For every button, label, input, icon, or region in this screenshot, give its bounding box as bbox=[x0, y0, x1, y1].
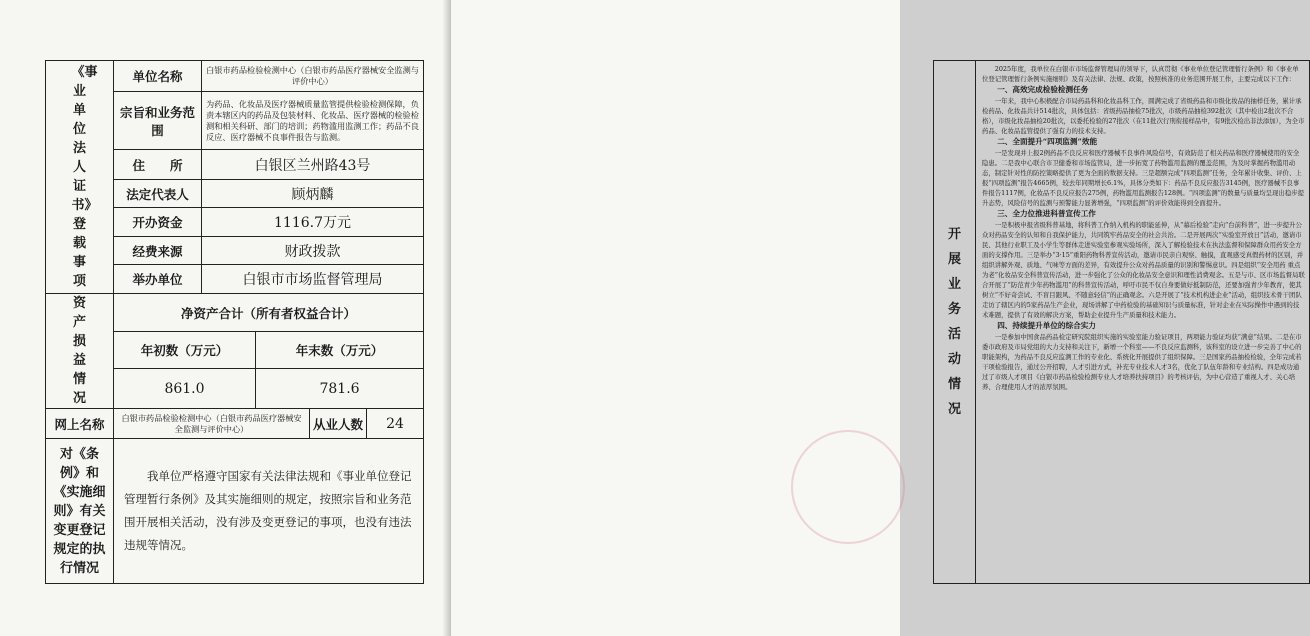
purpose-scope-label: 宗旨和业务范围 bbox=[114, 92, 202, 150]
funding-source-label: 经费来源 bbox=[114, 237, 202, 265]
address-value: 白银区兰州路43号 bbox=[202, 150, 424, 180]
compliance-statement: 我单位严格遵守国家有关法律法规和《事业单位登记管理暂行条例》及其实施细则的规定，按照宗旨和业务范围开展相关活动，没有涉及变更登记的事项，也没有违法违规等情况。 bbox=[114, 439, 424, 584]
purpose-scope-value: 为药品、化妆品及医疗器械质量监管提供检验检测保障，负责本辖区内的药品及包装材料、化妆品、医疗器械的检验检测和相关科研、部门的培训；药物滥用监测工作；药品不良反应、医疗器械不良事件报告与监测。 bbox=[202, 92, 424, 150]
activities-content bbox=[976, 61, 1310, 584]
registered-capital-value: 1116.7万元 bbox=[202, 208, 424, 237]
activities-intro: 2025年度，我单位在白银市市场监督管理局的领导下，认真贯彻《事业单位登记管理暂行条例》和《事业单位登记管理暂行条例实施细则》及有关法律、法规、政策，按照核准的业务范围开展工作，主要完成以下工作： bbox=[982, 65, 1299, 83]
compliance-section-label: 对《条例》和《实施细则》有关变更登记规定的执行情况 bbox=[46, 439, 114, 584]
staff-count-label: 从业人数 bbox=[310, 409, 367, 439]
net-assets-header: 净资产合计（所有者权益合计） bbox=[114, 294, 424, 332]
year-start-value: 861.0 bbox=[114, 369, 256, 409]
address-label: 住 所 bbox=[114, 150, 202, 180]
section-heading: 三、全力位推进科普宣传工作 bbox=[997, 209, 1096, 218]
registered-capital-label: 开办资金 bbox=[114, 208, 202, 237]
left-page bbox=[0, 0, 449, 636]
website-label: 网上名称 bbox=[46, 409, 114, 439]
registration-table bbox=[45, 60, 424, 584]
unit-name-label: 单位名称 bbox=[114, 61, 202, 92]
right-page bbox=[451, 0, 1305, 636]
year-end-value: 781.6 bbox=[256, 369, 424, 409]
staff-count-value: 24 bbox=[367, 409, 424, 439]
legal-representative-label: 法定代表人 bbox=[114, 180, 202, 208]
official-seal bbox=[791, 430, 905, 544]
section-text: 一是参加中国食品药品检定研究院组织实施的实验室能力验证项目，两项能力验证均获“满意”结果。二是在市委市政府及市局党组的大力支持和关注下，新增一个科室——不良反应监测科，该科室的设立进一步完善了中心的职能架构，为药品不良反应监测工作的专业化、系统化开展提供了组织保障。三是国家药品抽检检验，全年完成若干项检验报告，通过公开招聘，人才引进方式，补充专业技术人才3名，优化了队伍年龄和专业结构。四是成功通过了市级人才项目《白银市药品检验检测专业人才培养扶持项目》的考核评估，为中心营造了重视人才、关心培养、合理使用人才的浓厚氛围。 bbox=[982, 333, 1302, 391]
year-end-label: 年末数（万元） bbox=[256, 332, 424, 369]
sponsor-unit-value: 白银市市场监督管理局 bbox=[202, 265, 424, 294]
section-text: 一年来，我中心积极配合市局药品科和化妆品科工作，圆满完成了省级药品和市级化妆品的抽样任务，累计承检药品、化妆品共计514批次，具体包括：省级药品抽检75批次，市级药品抽检392批次（其中检出2批次不合格），市级化妆品抽检20批次，以委托检验的27批次（在11批次行刑衔接样品中，有9批次检出非法添加），为全市药品、化妆品监管提供了强有力的技术支持。 bbox=[982, 97, 1305, 135]
registration-section-label: 《事业单位法人证书》登载事项 bbox=[46, 61, 114, 294]
activities-section-label: 开展业务活动情况 bbox=[934, 61, 976, 584]
section-text: 一是发现并上报2例药品不良反应和医疗器械不良事件风险信号，有效防范了相关药品和医疗器械使用的安全隐患。二是我中心联合市卫健委和市场监管局，进一步拓宽了药物滥用监测的覆盖范围，为及时掌握药物滥用动态，制定针对性的防控策略提供了更为全面的数据支持。三是超额完成“四项监测”任务，全年累计收集、评价、上报“四项监测”报告4665例，较去年同期增长6.1%，具体分类如下：药品不良反应报告3145例，医疗器械不良事件报告1117例，化妆品不良反应报告275例，药物滥用监测报告128例。“四项监测”的数量与质量均呈现出稳步提升态势，风险信号的监测与预警能力显著增强，“四项监测”的评价效能得到全面提升。 bbox=[982, 149, 1304, 207]
legal-representative-value: 顾炳麟 bbox=[202, 180, 424, 208]
section-heading: 二、全面提升“四项监测”效能 bbox=[997, 137, 1098, 146]
section-heading: 一、高效完成检验检测任务 bbox=[997, 85, 1089, 94]
funding-source-value: 财政拨款 bbox=[202, 237, 424, 265]
sponsor-unit-label: 举办单位 bbox=[114, 265, 202, 294]
activities-table bbox=[933, 60, 1310, 584]
section-text: 一是积极申报省级科普基地，将科普工作纳入机构的职能延伸，从“幕后检验”走向“台前科普”，进一步提升公众对药品安全的认知和自我保护能力，共同筑牢药品安全的社会共治。二是开展两次“实验室开放日”活动，邀请市民、其他行业职工及小学生等群体走进实验室参观实验场所，深入了解检验技术在执法监督和保障群众用药安全方面的支撑作用。三是举办“3·15”重阳药物科普宣传活动，邀请市民亲自观察、触摸，直观感受真假药材的区别，并组织讲解外观、质地、气味等方面的差异，有效提升公众对药品质量的识别和警惕意识。四是组织“安全用药 重点为老”化妆品安全科普宣传活动，进一步强化了公众的化妆品安全意识和理性消费观念。五是与市、区市场监督局联合开展了“防范青少年药物滥用”的科普宣传活动，呼吁市民不仅自身要做好抵制防范，还要加强青少年教育，使其树立“不好奇尝试、不盲目跟风、不随意轻信”的正确观念。六是开展了“技术机构进企业”活动，组织技术骨干团队走访了辖区内的5家药品生产企业，现场讲解了中药检验的基础知识与质量标准，针对企业在实际操作中遇到的技术难题，提供了有效的解决方案，帮助企业提升生产质量和技术能力。 bbox=[982, 221, 1305, 319]
unit-name-value: 白银市药品检验检测中心（白银市药品医疗器械安全监测与评价中心） bbox=[202, 61, 424, 92]
assets-section-label: 资产损益情况 bbox=[46, 294, 114, 409]
section-heading: 四、持续提升单位的综合实力 bbox=[997, 321, 1096, 330]
website-value: 白银市药品检验检测中心（白银市药品医疗器械安全监测与评价中心） bbox=[114, 409, 310, 439]
year-start-label: 年初数（万元） bbox=[114, 332, 256, 369]
